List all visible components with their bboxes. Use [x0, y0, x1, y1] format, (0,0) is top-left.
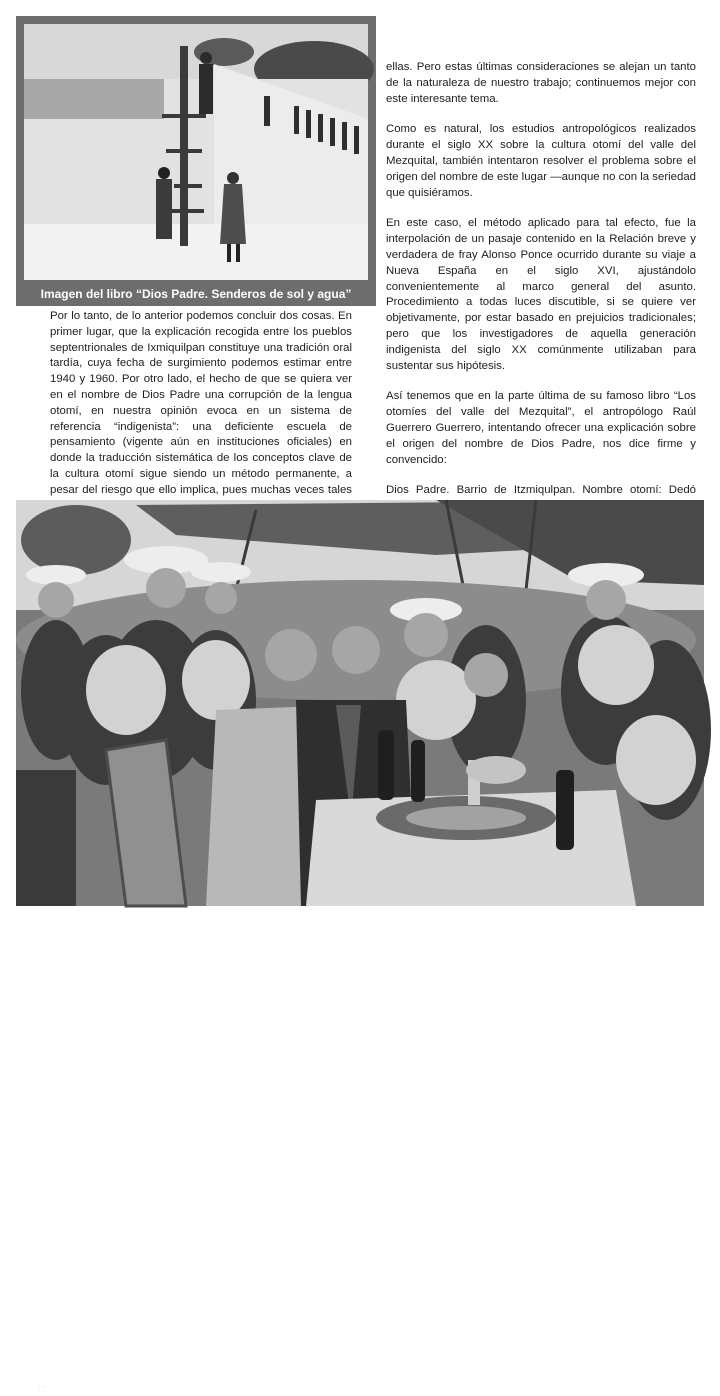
quote-definition: Dios Padre. Barrio de Itzmiqulpan. Nombre otomí: Dedó	[386, 484, 696, 497]
right-paragraph-4: Así tenemos que en la parte última de su famoso libro “Los otomíes del valle del Mezquital”, el antropólogo Raúl Guerrero Guerrero, intentando ofrecer una explicación sobre el origen del nombre de Dios Padre, nos dice firme y convencido:	[386, 390, 696, 466]
right-paragraph-2: Como es natural, los estudios antropológicos realizados durante el siglo XX sobre la cultura otomí del valle del Mezquital, también intentaron resolver el problema sobre el origen del nombre de este lugar —aunque no con la seriedad que quisiéramos.	[386, 123, 696, 199]
page-number: 17	[36, 1384, 47, 1396]
bottom-photo-illustration	[16, 500, 704, 906]
top-photo-illustration	[24, 24, 368, 280]
top-photo-frame	[16, 16, 376, 306]
top-photo-caption: Imagen del libro “Dios Padre. Senderos de sol y agua”	[40, 287, 352, 301]
top-photo	[24, 24, 368, 280]
bottom-photo	[16, 500, 704, 1396]
right-paragraph-1: ellas. Pero estas últimas consideraciones se alejan un tanto de la naturaleza de nuestro trabajo; continuemos mejor con este interesante tema.	[386, 61, 696, 105]
left-paragraph-1: Por lo tanto, de lo anterior podemos concluir dos cosas. En primer lugar, que la explicación recogida entre los pueblos septentrionales de Ixmiquilpan constituye una tradición oral tardía, cuya fecha de surgimiento podemos estimar entre 1940 y 1960. Por otro lado, el hecho de que se quiera ver en el nombre de Dios Padre una corrupción de la lengua otomí, en nuestra opinión evoca en un sistema de referencia “indigenista”: una deficiente escuela de pensamiento (vigente aún en instituciones oficiales) en donde la traducción sistemática de los conceptos clave de la cultura otomí sigue siendo un método permanente, a pesar del riesgo que ello implica, pues muchas veces tales	[50, 310, 352, 496]
right-paragraph-3: En este caso, el método aplicado para tal efecto, fue la interpolación de un pasaje contenido en la Relación breve y verdadera de fray Alonso Ponce ocurrido durante su viaje a Nueva España en el siglo XVI, ajustándolo convenientemente al marco general del asunto. Procedimiento a todas luces discutible, si se quiere ver objetivamente, por estar basado en prejuicios tradicionales; pero que los investigadores de aquella generación indigenista del siglo XX comúnmente utilizaban para sustentar sus hipótesis.	[386, 217, 696, 372]
